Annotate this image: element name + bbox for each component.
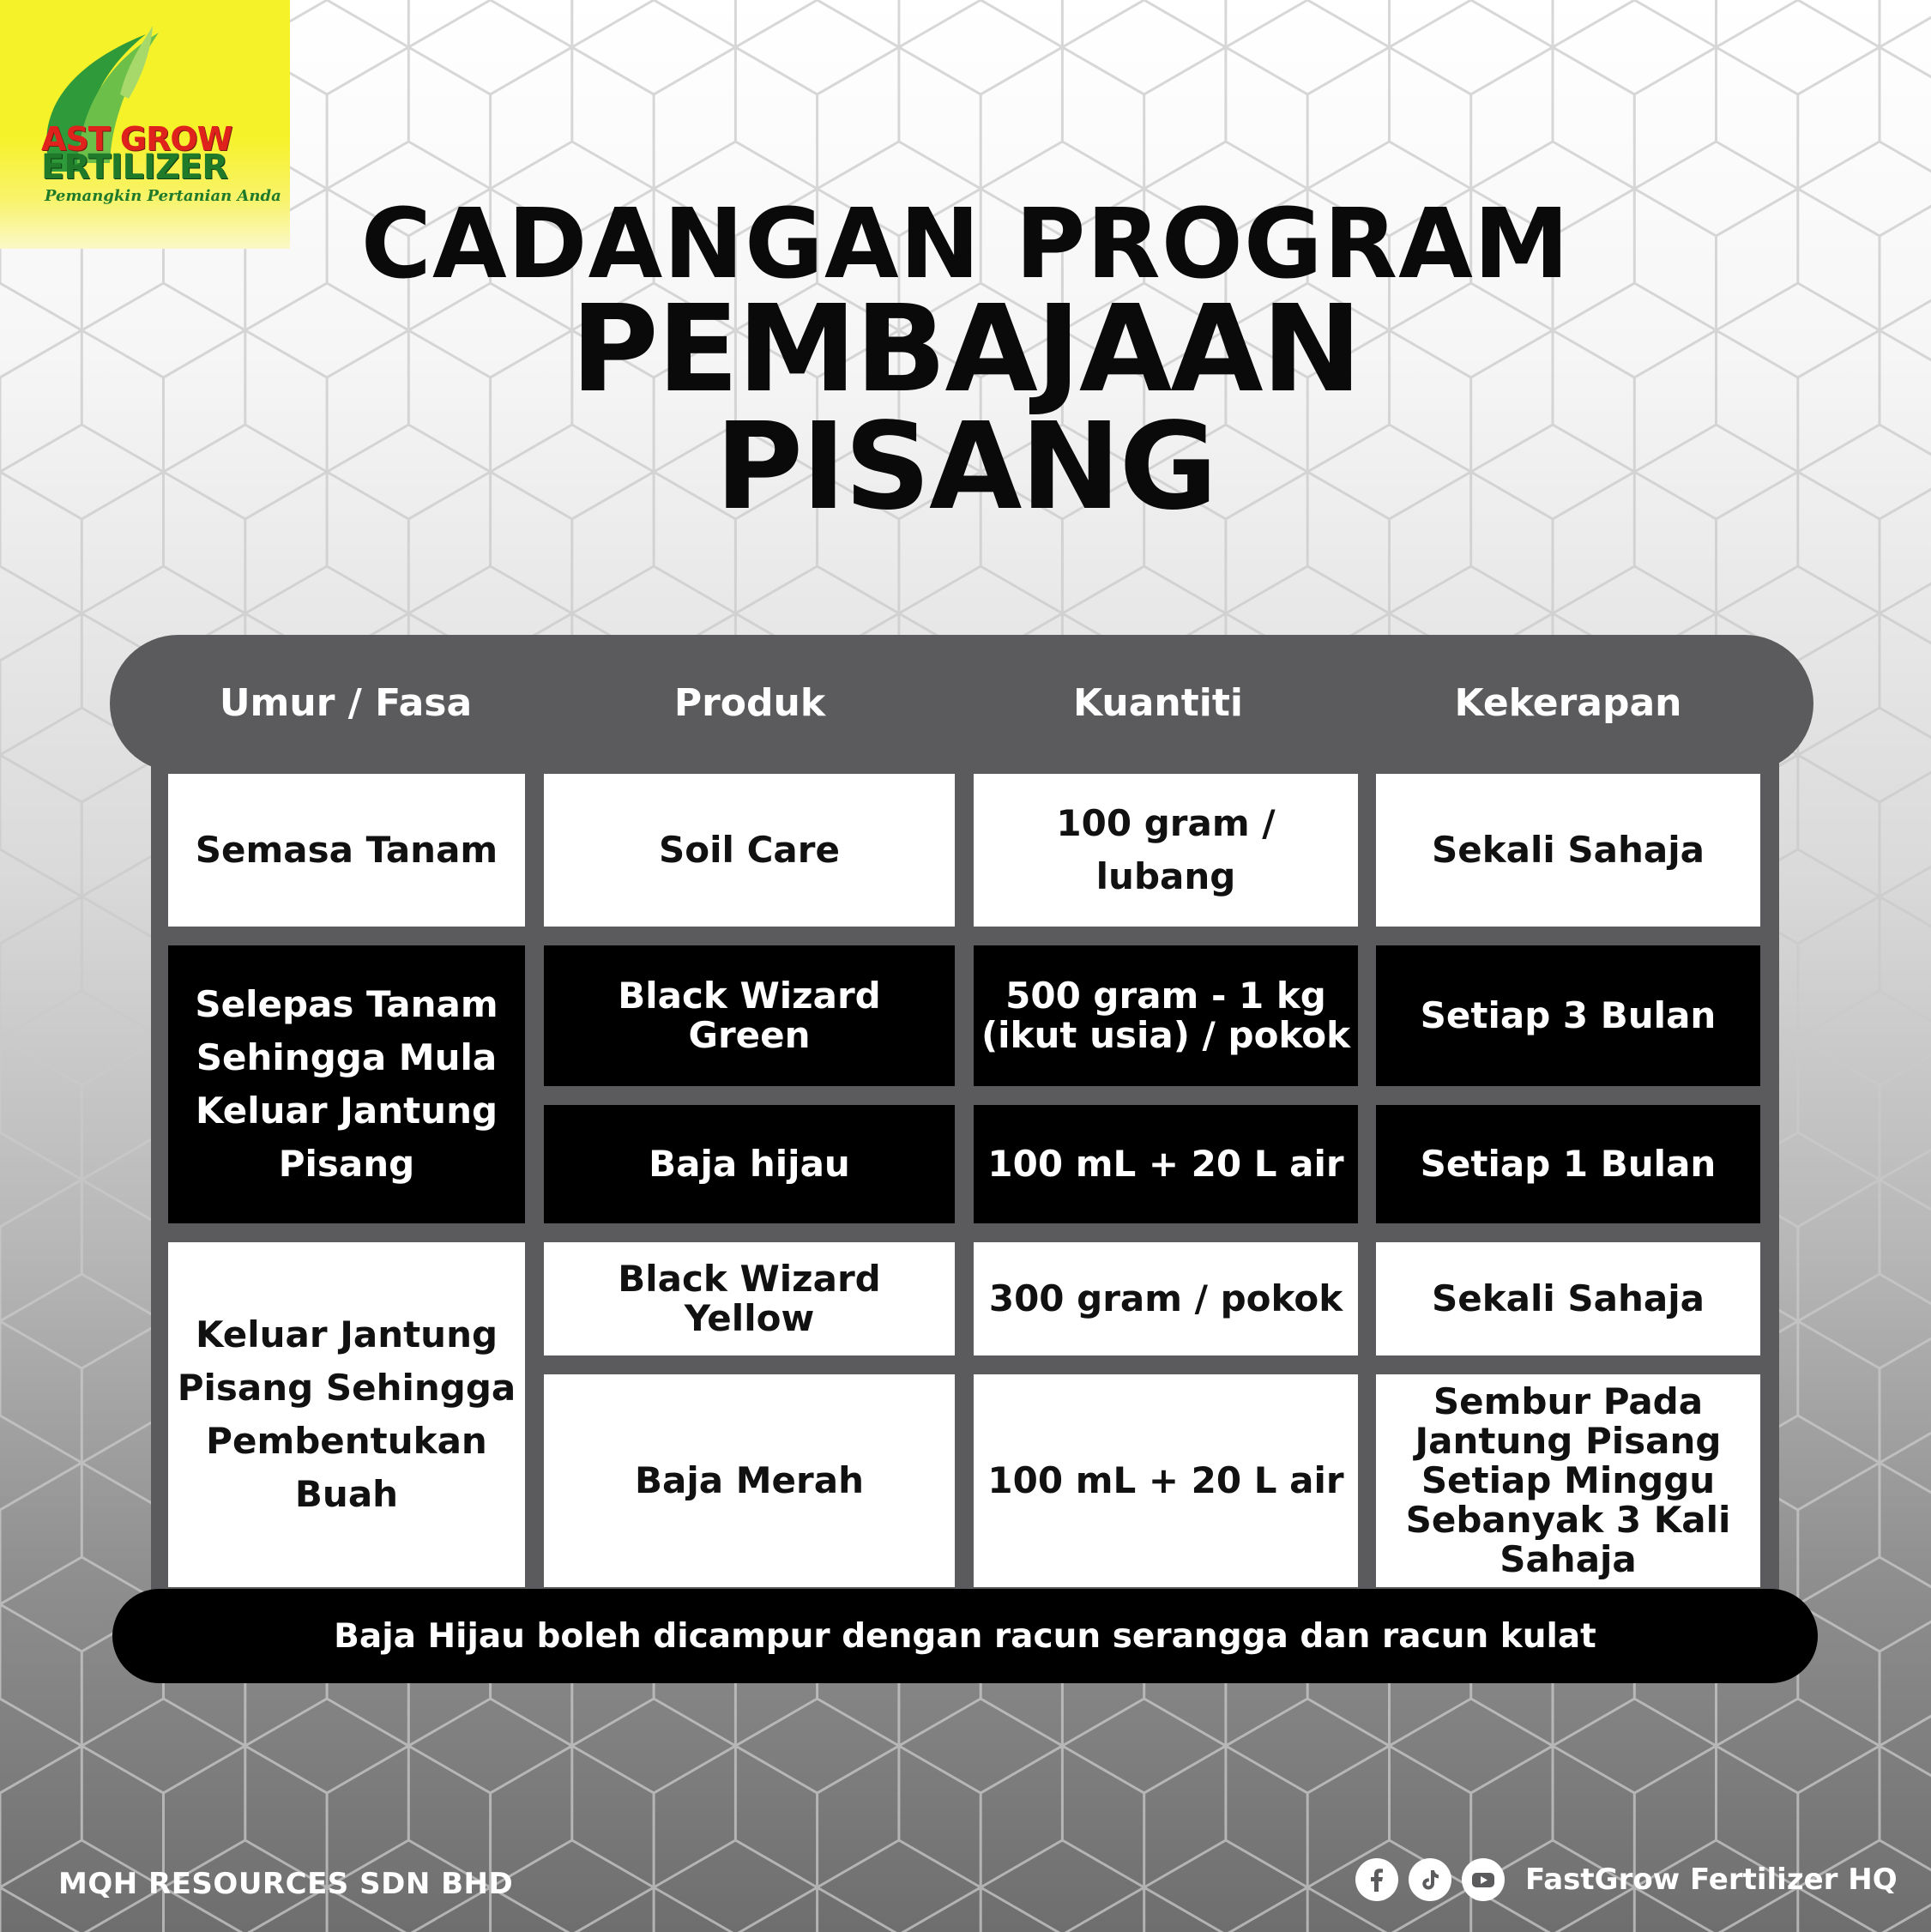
header-umur-fasa: Umur / Fasa: [219, 681, 473, 725]
kekerapan-cell: Setiap 3 Bulan: [1376, 945, 1760, 1086]
tiktok-icon[interactable]: [1409, 1858, 1451, 1901]
table-header: [110, 635, 1813, 772]
phase-cell: Semasa Tanam: [168, 774, 525, 927]
kuantiti-cell: 100 mL + 20 L air: [974, 1105, 1358, 1223]
phase-cell: Selepas Tanam Sehingga Mula Keluar Jantung Pisang: [168, 945, 525, 1223]
logo-line-2: ERTILIZER: [41, 148, 227, 187]
kuantiti-cell: 500 gram - 1 kg (ikut usia) / pokok: [974, 945, 1358, 1086]
youtube-icon[interactable]: [1462, 1858, 1505, 1901]
kekerapan-cell: Setiap 1 Bulan: [1376, 1105, 1760, 1223]
header-kekerapan: Kekerapan: [1454, 681, 1682, 725]
produk-cell: Baja hijau: [544, 1105, 955, 1223]
header-produk: Produk: [673, 681, 826, 725]
facebook-icon[interactable]: [1355, 1858, 1398, 1901]
produk-cell: Baja Merah: [544, 1374, 955, 1587]
kekerapan-cell: Sembur Pada Jantung Pisang Setiap Minggu Sebanyak 3 Kali Sahaja: [1376, 1374, 1760, 1587]
kuantiti-cell: 100 mL + 20 L air: [974, 1374, 1358, 1587]
produk-cell: Soil Care: [544, 774, 955, 927]
produk-cell: Black Wizard Green: [544, 945, 955, 1086]
logo-line-1: AST GROW: [41, 120, 232, 158]
produk-cell: Black Wizard Yellow: [544, 1242, 955, 1355]
company-name: MQH RESOURCES SDN BHD: [58, 1867, 514, 1901]
kuantiti-cell: 300 gram / pokok: [974, 1242, 1358, 1355]
logo-tagline: Pemangkin Pertanian Anda: [45, 187, 281, 205]
title-line-2: PEMBAJAAN: [570, 280, 1361, 420]
kekerapan-cell: Sekali Sahaja: [1376, 1242, 1760, 1355]
social-handle: FastGrow Fertilizer HQ: [1525, 1863, 1898, 1897]
phase-cell: Keluar Jantung Pisang Sehingga Pembentukan Buah: [168, 1242, 525, 1587]
kekerapan-cell: Sekali Sahaja: [1376, 774, 1760, 927]
note-text: Baja Hijau boleh dicampur dengan racun serangga dan racun kulat: [334, 1616, 1596, 1656]
header-kuantiti: Kuantiti: [1073, 681, 1243, 725]
table-frame: [151, 755, 1779, 1613]
note-banner: [112, 1589, 1818, 1683]
title-line-1: CADANGAN PROGRAM: [360, 189, 1571, 300]
kuantiti-cell: 100 gram / lubang: [974, 774, 1358, 927]
social-links: [1355, 1858, 1898, 1901]
title-line-3: PISANG: [715, 397, 1216, 537]
